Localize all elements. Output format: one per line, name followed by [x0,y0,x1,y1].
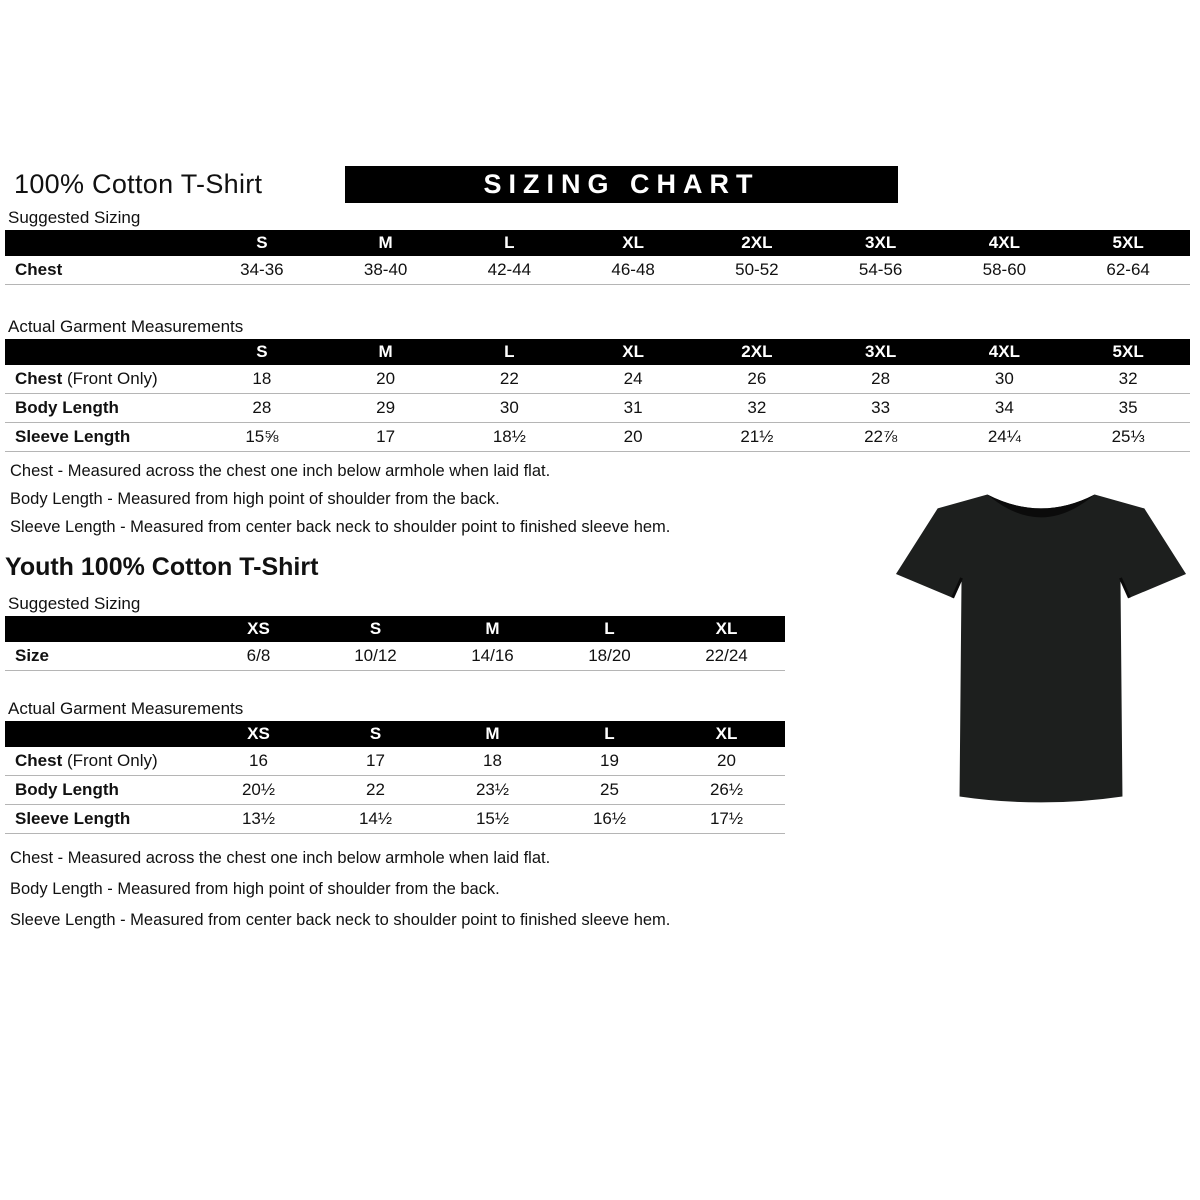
row-label: Body Length [5,394,200,423]
note-sleeve-length: Sleeve Length - Measured from center back neck to shoulder point to finished sleeve hem. [10,911,671,929]
table-row [5,394,1190,423]
measurement-cell: 18 [200,365,324,394]
table-row [5,805,785,834]
adult-suggested-sizing-table [5,230,1190,285]
size-header-xl: XL [668,616,785,642]
table-header-row [5,339,1190,365]
measurement-cell: 50-52 [695,256,819,285]
size-header-xs: XS [200,721,317,747]
size-header-3xl: 3XL [819,339,943,365]
size-header-s: S [200,230,324,256]
black-tshirt-image [892,470,1190,818]
measurement-cell: 17 [317,747,434,776]
measurement-cell: 30 [943,365,1067,394]
measurement-cell: 33 [819,394,943,423]
measurement-cell: 22⅞ [819,423,943,452]
table-header-row [5,230,1190,256]
table-row [5,642,785,671]
table-header-row [5,616,785,642]
measurement-cell: 22 [448,365,572,394]
table-header-row [5,721,785,747]
table-row [5,776,785,805]
size-header-5xl: 5XL [1066,230,1190,256]
measurement-cell: 38-40 [324,256,448,285]
size-header-l: L [551,616,668,642]
size-header-m: M [324,339,448,365]
measurement-cell: 10/12 [317,642,434,671]
note-chest: Chest - Measured across the chest one inch below armhole when laid flat. [10,849,551,867]
measurement-cell: 18/20 [551,642,668,671]
measurement-cell: 35 [1066,394,1190,423]
measurement-cell: 30 [448,394,572,423]
measurement-cell: 17½ [668,805,785,834]
measurement-cell: 26½ [668,776,785,805]
row-label: Chest (Front Only) [5,747,200,776]
size-header-xl: XL [571,230,695,256]
size-header-m: M [434,721,551,747]
size-header-l: L [551,721,668,747]
measurement-cell: 14/16 [434,642,551,671]
measurement-cell: 18½ [448,423,572,452]
measurement-cell: 16 [200,747,317,776]
measurement-cell: 21½ [695,423,819,452]
measurement-cell: 16½ [551,805,668,834]
table-row [5,747,785,776]
size-header-s: S [200,339,324,365]
measurement-cell: 26 [695,365,819,394]
heading-row [14,166,1200,203]
row-label: Sleeve Length [5,423,200,452]
tshirt-icon [892,470,1190,818]
measurement-cell: 18 [434,747,551,776]
size-header-2xl: 2XL [695,339,819,365]
measurement-cell: 31 [571,394,695,423]
measurement-cell: 24 [571,365,695,394]
note-sleeve-length: Sleeve Length - Measured from center back neck to shoulder point to finished sleeve hem. [10,518,671,536]
size-header-2xl: 2XL [695,230,819,256]
measurement-cell: 25⅓ [1066,423,1190,452]
measurement-cell: 15⅝ [200,423,324,452]
size-header-5xl: 5XL [1066,339,1190,365]
measurement-cell: 34 [943,394,1067,423]
measurement-cell: 6/8 [200,642,317,671]
sizing-chart-banner: SIZING CHART [345,166,898,203]
youth-actual-measurements-label: Actual Garment Measurements [8,699,244,718]
measurement-cell: 14½ [317,805,434,834]
adult-suggested-sizing-label: Suggested Sizing [8,208,141,227]
measurement-cell: 20 [571,423,695,452]
measurement-cell: 17 [324,423,448,452]
size-header-xs: XS [200,616,317,642]
youth-suggested-sizing-label: Suggested Sizing [8,594,141,613]
size-header-xl: XL [668,721,785,747]
measurement-cell: 22 [317,776,434,805]
measurement-cell: 20½ [200,776,317,805]
note-chest: Chest - Measured across the chest one inch below armhole when laid flat. [10,462,551,480]
header-empty-cell [5,230,200,256]
measurement-cell: 32 [1066,365,1190,394]
measurement-cell: 28 [819,365,943,394]
size-header-l: L [448,230,572,256]
note-body-length: Body Length - Measured from high point of shoulder from the back. [10,880,500,898]
adult-actual-measurements-label: Actual Garment Measurements [8,317,244,336]
table-row [5,256,1190,285]
measurement-cell: 25 [551,776,668,805]
note-body-length: Body Length - Measured from high point of shoulder from the back. [10,490,500,508]
measurement-cell: 20 [324,365,448,394]
youth-suggested-sizing-table [5,616,785,671]
table-row [5,365,1190,394]
row-label: Chest (Front Only) [5,365,200,394]
measurement-cell: 28 [200,394,324,423]
header-empty-cell [5,616,200,642]
size-header-xl: XL [571,339,695,365]
measurement-cell: 29 [324,394,448,423]
measurement-cell: 15½ [434,805,551,834]
measurement-cell: 32 [695,394,819,423]
measurement-cell: 24¼ [943,423,1067,452]
measurement-cell: 46-48 [571,256,695,285]
measurement-cell: 22/24 [668,642,785,671]
size-header-m: M [324,230,448,256]
header-empty-cell [5,339,200,365]
youth-actual-measurements-table [5,721,785,834]
size-header-m: M [434,616,551,642]
size-header-4xl: 4XL [943,339,1067,365]
size-header-s: S [317,616,434,642]
measurement-cell: 20 [668,747,785,776]
page-title: 100% Cotton T-Shirt [14,169,263,199]
table-row [5,423,1190,452]
adult-actual-measurements-table [5,339,1190,452]
measurement-cell: 19 [551,747,668,776]
header-empty-cell [5,721,200,747]
measurement-cell: 34-36 [200,256,324,285]
measurement-cell: 42-44 [448,256,572,285]
size-header-s: S [317,721,434,747]
row-label: Size [5,642,200,671]
youth-section-title: Youth 100% Cotton T-Shirt [5,553,319,581]
size-header-l: L [448,339,572,365]
row-label: Sleeve Length [5,805,200,834]
row-label: Body Length [5,776,200,805]
youth-measurement-notes [10,849,1200,930]
measurement-cell: 62-64 [1066,256,1190,285]
size-header-3xl: 3XL [819,230,943,256]
measurement-cell: 54-56 [819,256,943,285]
row-label: Chest [5,256,200,285]
measurement-cell: 13½ [200,805,317,834]
measurement-cell: 58-60 [943,256,1067,285]
measurement-cell: 23½ [434,776,551,805]
size-header-4xl: 4XL [943,230,1067,256]
